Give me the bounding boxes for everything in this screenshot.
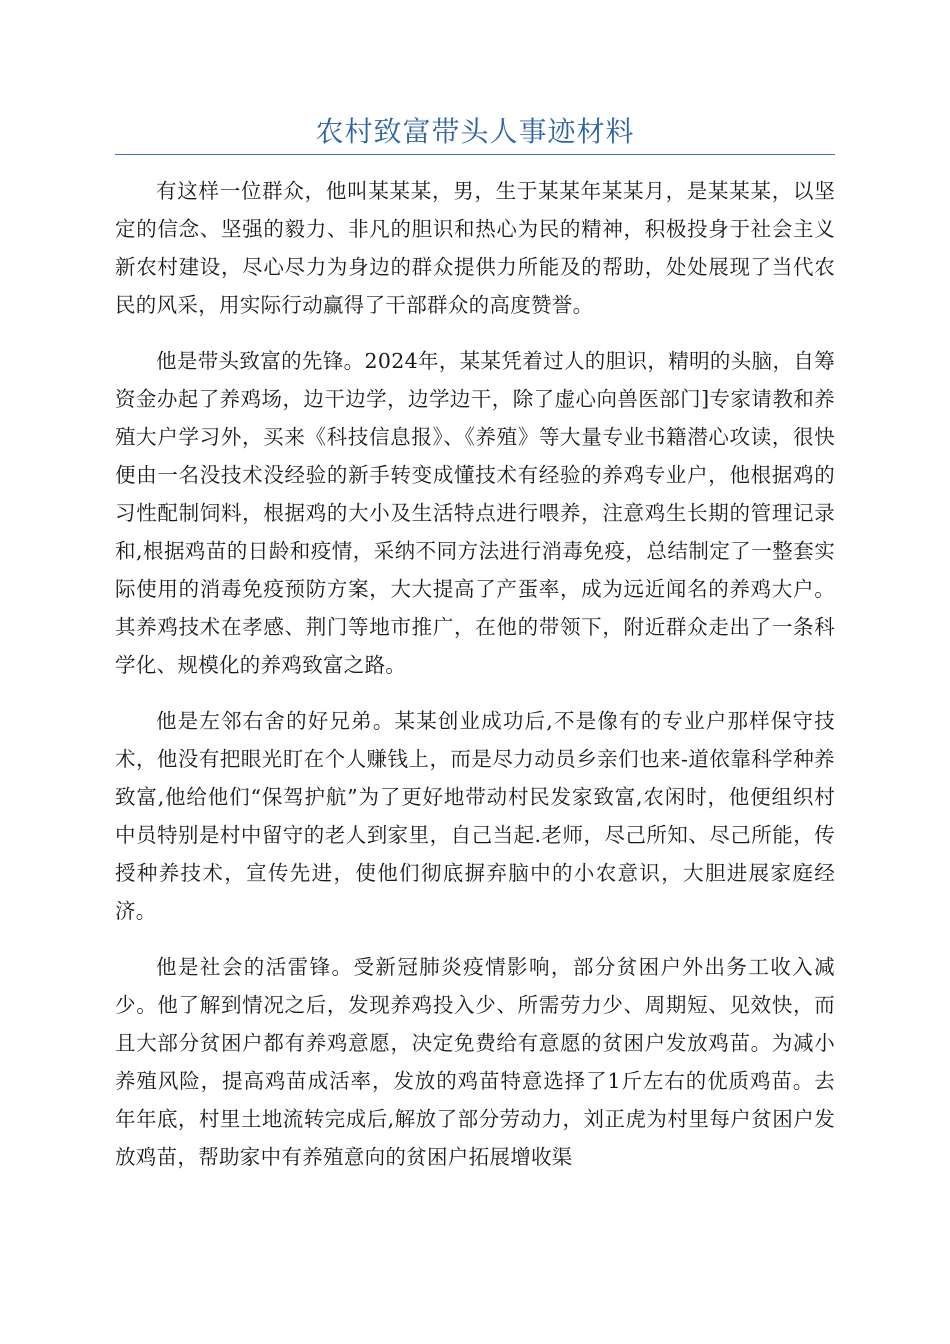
document-body: [115, 172, 835, 1194]
paragraph-pioneer: 他是带头致富的先锋。2024年，某某凭着过人的胆识，精明的头脑，自筹资金办起了养鸡场，边干边学，边学边干，除了虚心向兽医部门]专家请教和养殖大户学习外，买来《科技信息报》、《养殖》等大量专业书籍潜心攻读，很快便由一名没技术没经验的新手转变成懂技术有经验的养鸡专业户，他根据鸡的习性配制饲料，根据鸡的大小及生活特点进行喂养，注意鸡生长期的管理记录和,根据鸡苗的日龄和疫情，采纳不同方法进行消毒免疫，总结制定了一整套实际使用的消毒免疫预防方案，大大提高了产蛋率，成为远近闻名的养鸡大户。其养鸡技术在孝感、荆门等地市推广，在他的带领下，附近群众走出了一条科学化、规模化的养鸡致富之路。: [115, 349, 835, 677]
paragraph-intro: 有这样一位群众，他叫某某某，男，生于某某年某某月，是某某某，以坚定的信念、坚强的毅力、非凡的胆识和热心为民的精神，积极投身于社会主义新农村建设，尽心尽力为身边的群众提供力所能及的帮助，处处展现了当代农民的风采，用实际行动赢得了干部群众的高度赞誉。: [115, 179, 835, 317]
title-underline: [115, 154, 835, 155]
document-title: 农村致富带头人事迹材料: [315, 115, 635, 148]
paragraph-neighbor: 他是左邻右舍的好兄弟。某某创业成功后,不是像有的专业户那样保守技术，他没有把眼光盯在个人赚钱上，而是尽力动员乡亲们也来-道依靠科学种养致富,他给他们“保驾护航”为了更好地带动村民发家致富,农闲时，他便组织村中员特别是村中留守的老人到家里，自己当起.老师，尽己所知、尽己所能，传授种养技术，宣传先进，使他们彻底摒弃脑中的小农意识，大胆进展家庭经济。: [115, 709, 835, 923]
paragraph-leifeng: 他是社会的活雷锋。受新冠肺炎疫情影响，部分贫困户外出务工收入减少。他了解到情况之后，发现养鸡投入少、所需劳力少、周期短、见效快，而且大部分贫困户都有养鸡意愿，决定免费给有意愿的贫困户发放鸡苗。为减小养殖风险，提高鸡苗成活率，发放的鸡苗特意选择了1斤左右的优质鸡苗。去年年底，村里土地流转完成后,解放了部分劳动力，刘正虎为村里每户贫困户发放鸡苗，帮助家中有养殖意向的贫困户拓展增收渠: [115, 955, 835, 1169]
